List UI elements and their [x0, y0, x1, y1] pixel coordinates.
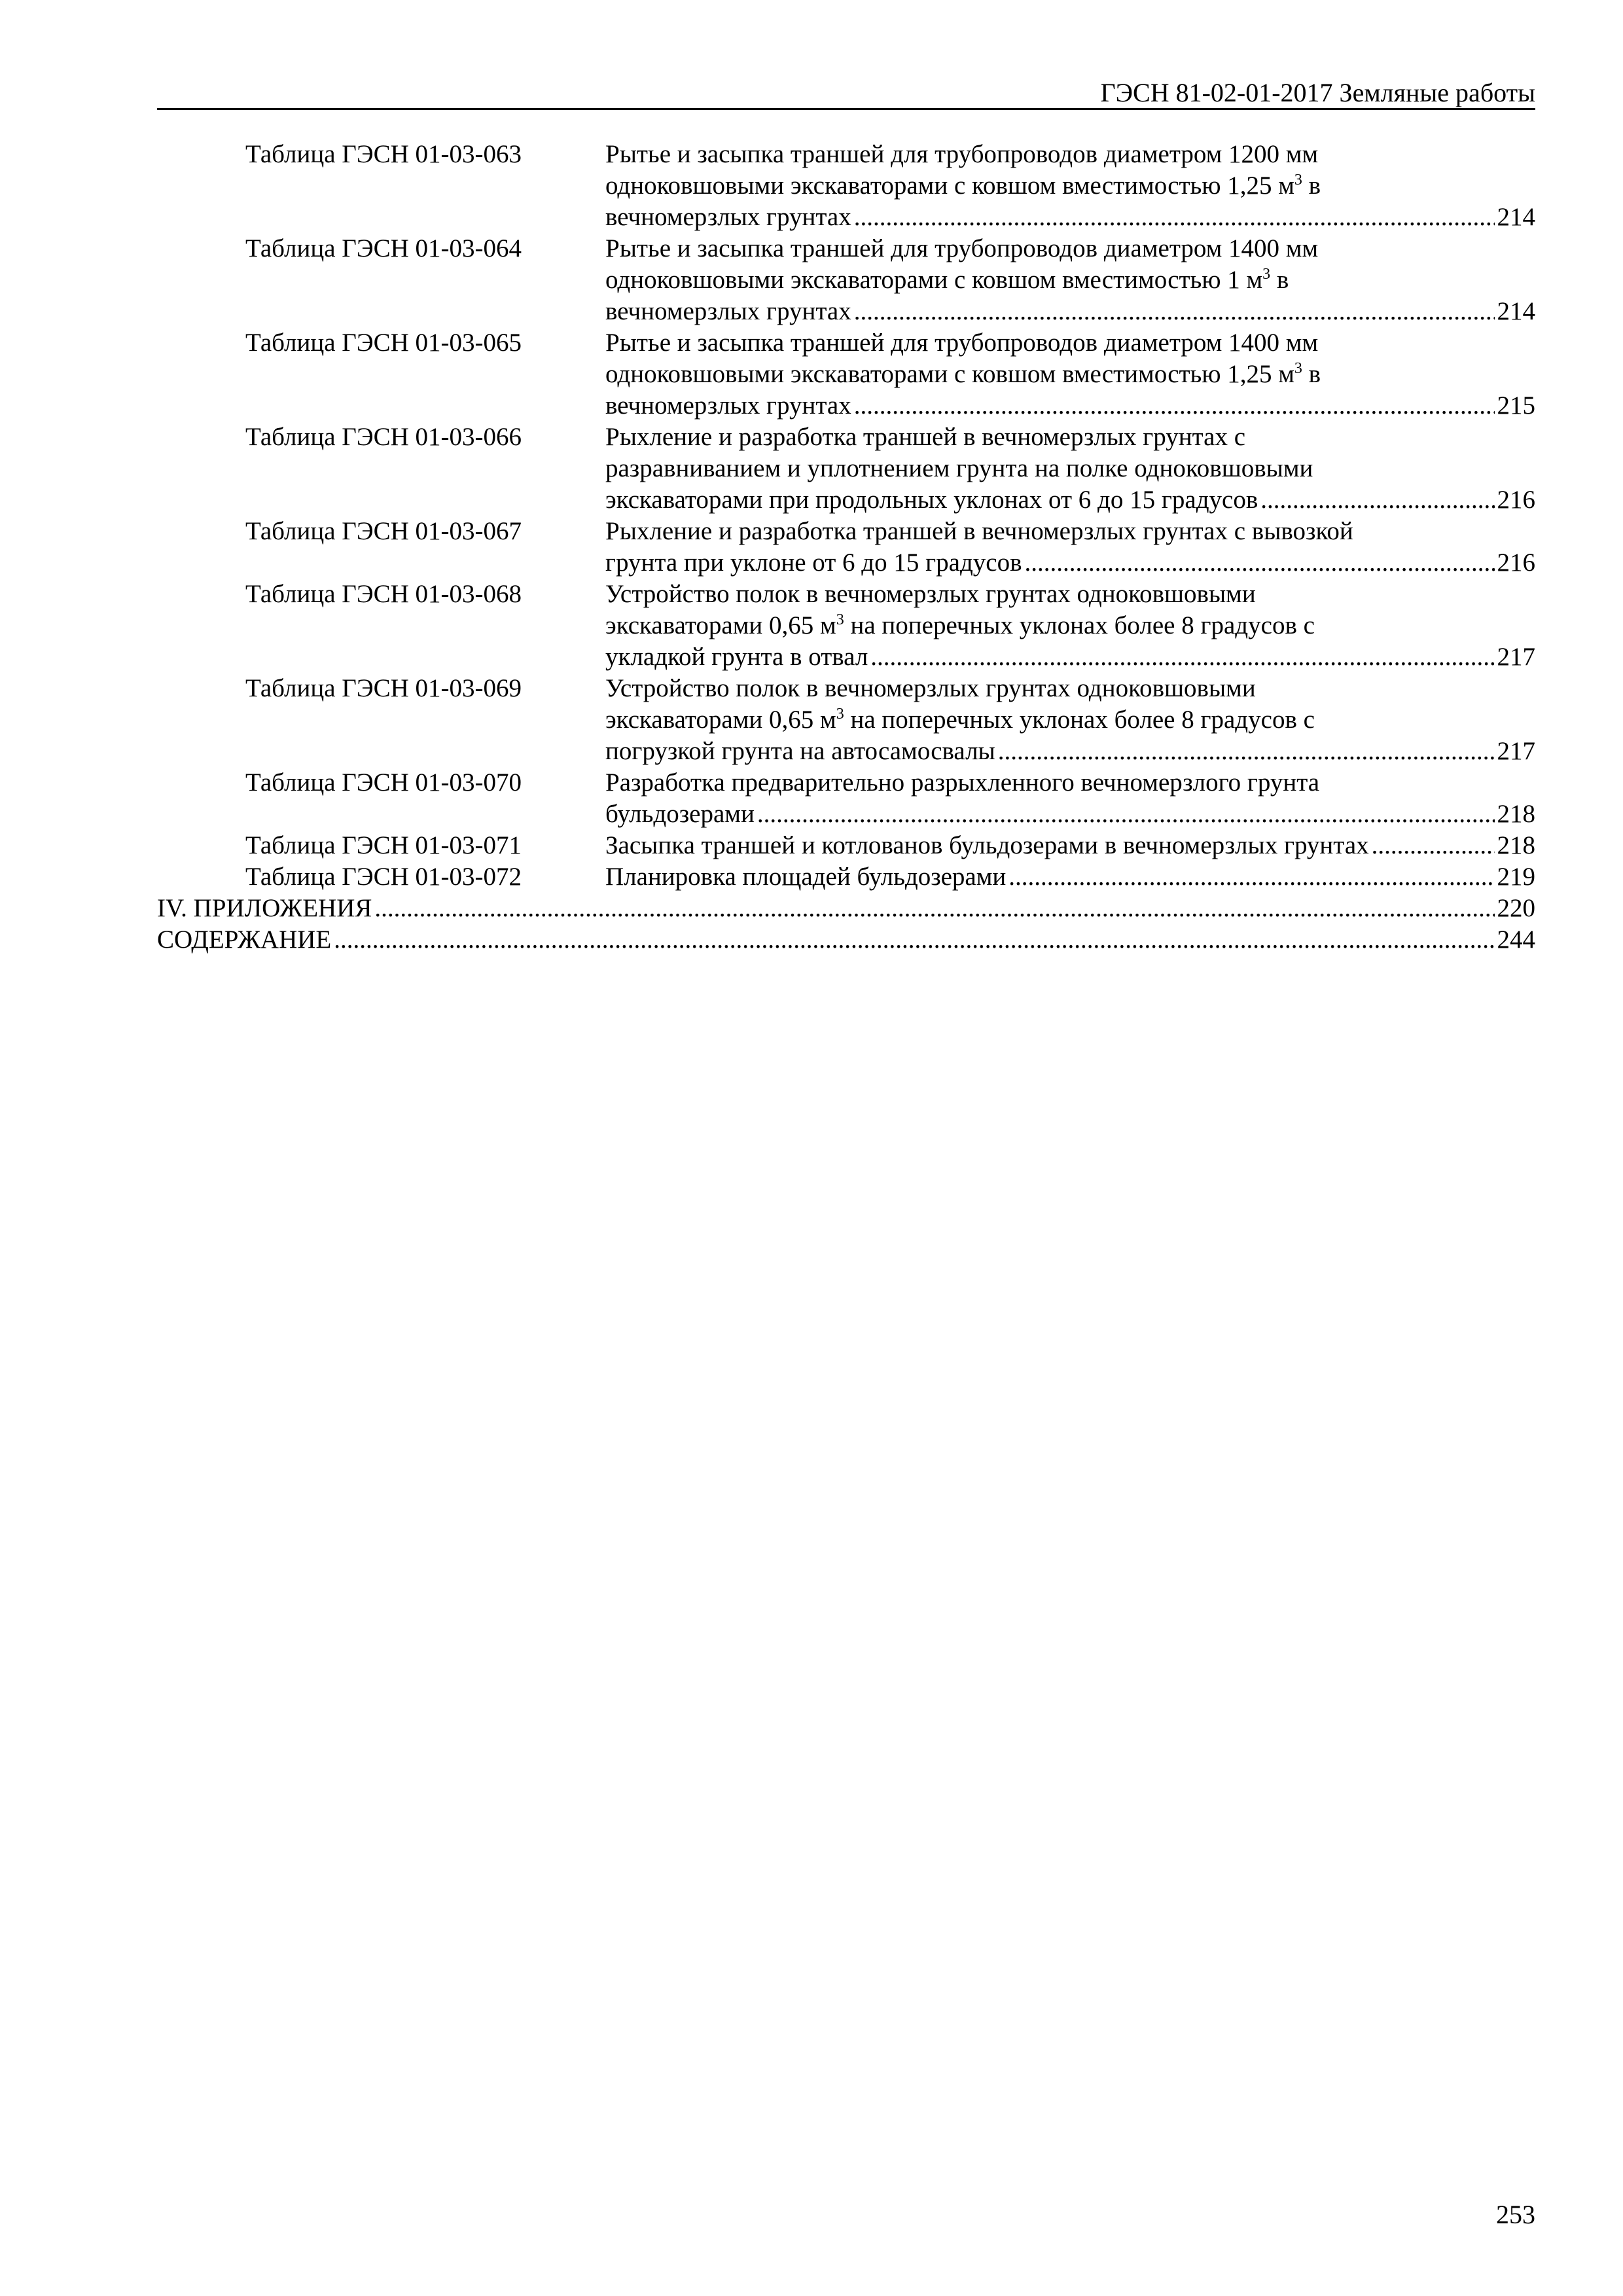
toc-entry-label: Таблица ГЭСН 01-03-067	[245, 517, 522, 545]
dot-leader	[1260, 484, 1494, 516]
toc-entry-text: на поперечных уклонах более 8 градусов с	[850, 706, 1315, 734]
toc-entry-title	[605, 673, 1535, 767]
toc-entry-leader-line	[605, 484, 1535, 516]
toc-entry-page: 216	[1497, 548, 1535, 577]
toc-entry-title	[605, 516, 1535, 579]
toc-entry[interactable]	[157, 861, 1535, 893]
toc-entry-title	[605, 861, 1535, 893]
toc-entry[interactable]	[157, 327, 1535, 422]
toc-entry-line: укладкой грунта в отвал	[605, 643, 868, 671]
toc-entry[interactable]	[157, 579, 1535, 673]
toc-section-title: СОДЕРЖАНИЕ	[157, 925, 332, 954]
toc-entry-label: Таблица ГЭСН 01-03-065	[245, 329, 522, 357]
toc-entry-line: Планировка площадей бульдозерами	[605, 863, 1007, 891]
toc-entry-line: Рытье и засыпка траншей для трубопроводов диаметром 1400 мм	[605, 234, 1319, 262]
dot-leader	[998, 736, 1495, 767]
superscript-cube: 3	[1262, 266, 1271, 283]
toc-entry-line: Рыхление и разработка траншей в вечномерзлых грунтах с вывозкой	[605, 517, 1353, 545]
toc-entry-text: экскаваторами 0,65 м	[605, 706, 836, 734]
toc-entry-line: Устройство полок в вечномерзлых грунтах одноковшовыми	[605, 674, 1256, 702]
table-of-contents	[157, 139, 1535, 956]
toc-entry-label: Таблица ГЭСН 01-03-063	[245, 140, 522, 168]
toc-entry-leader-line	[605, 830, 1535, 861]
toc-entry-label: Таблица ГЭСН 01-03-070	[245, 768, 522, 797]
toc-entry-line: Рытье и засыпка траншей для трубопроводов диаметром 1200 мм	[605, 140, 1319, 168]
toc-entry-line: разравниванием и уплотнением грунта на полке одноковшовыми	[605, 454, 1313, 482]
toc-entry[interactable]	[157, 673, 1535, 767]
dot-leader	[854, 296, 1495, 327]
toc-entry-line	[605, 610, 1535, 641]
toc-entry-line: вечномерзлых грунтах	[605, 203, 851, 231]
toc-entry-page: 218	[1497, 800, 1535, 828]
toc-entry-page: 214	[1497, 203, 1535, 231]
toc-section-contents[interactable]	[157, 924, 1535, 956]
toc-entry-text: одноковшовыми экскаваторами с ковшом вместимостью 1 м	[605, 266, 1263, 294]
toc-entry-title	[605, 767, 1535, 830]
toc-entry[interactable]	[157, 139, 1535, 233]
superscript-cube: 3	[1294, 171, 1302, 188]
toc-entry-line: Рытье и засыпка траншей для трубопроводов диаметром 1400 мм	[605, 329, 1319, 357]
toc-entry-text: в	[1308, 171, 1321, 200]
dot-leader	[870, 641, 1494, 673]
toc-entry-line: Устройство полок в вечномерзлых грунтах одноковшовыми	[605, 580, 1256, 608]
page-number: 253	[1496, 2200, 1535, 2229]
toc-entry-leader-line	[605, 641, 1535, 673]
header-divider	[157, 108, 1535, 110]
toc-entry-label: Таблица ГЭСН 01-03-066	[245, 423, 522, 451]
superscript-cube: 3	[836, 706, 844, 723]
toc-entry-leader-line	[605, 861, 1535, 893]
toc-entry-line: Рыхление и разработка траншей в вечномерзлых грунтах с	[605, 423, 1246, 451]
superscript-cube: 3	[1294, 360, 1302, 377]
toc-entry-page: 214	[1497, 297, 1535, 325]
toc-entry-leader-line	[605, 202, 1535, 233]
toc-entry-text: экскаваторами 0,65 м	[605, 611, 836, 639]
toc-entry-page: 217	[1497, 737, 1535, 765]
toc-entry-page: 218	[1497, 831, 1535, 859]
dot-leader	[854, 202, 1495, 233]
toc-section-title: IV. ПРИЛОЖЕНИЯ	[157, 894, 372, 922]
toc-entry[interactable]	[157, 422, 1535, 516]
toc-entry-line: вечномерзлых грунтах	[605, 391, 851, 420]
toc-entry-line	[605, 170, 1535, 202]
toc-entry-leader-line	[605, 736, 1535, 767]
toc-entry[interactable]	[157, 516, 1535, 579]
toc-entry-label: Таблица ГЭСН 01-03-068	[245, 580, 522, 608]
superscript-cube: 3	[836, 611, 844, 628]
toc-entry-label: Таблица ГЭСН 01-03-064	[245, 234, 522, 262]
toc-entry-label: Таблица ГЭСН 01-03-069	[245, 674, 522, 702]
dot-leader	[334, 924, 1494, 956]
toc-entry-line	[605, 264, 1535, 296]
toc-entry[interactable]	[157, 767, 1535, 830]
toc-entry-text: одноковшовыми экскаваторами с ковшом вместимостью 1,25 м	[605, 171, 1294, 200]
toc-entry-label: Таблица ГЭСН 01-03-072	[245, 863, 522, 891]
toc-entry-line: погрузкой грунта на автосамосвалы	[605, 737, 995, 765]
toc-entry-title	[605, 327, 1535, 422]
toc-entry[interactable]	[157, 830, 1535, 861]
toc-entry-text: в	[1308, 360, 1321, 388]
toc-entry-leader-line	[605, 390, 1535, 422]
toc-entry-line: Разработка предварительно разрыхленного вечномерзлого грунта	[605, 768, 1320, 797]
toc-entry-page: 215	[1497, 391, 1535, 420]
toc-entry-line: Засыпка траншей и котлованов бульдозерами в вечномерзлых грунтах	[605, 831, 1369, 859]
toc-entry-page: 219	[1497, 863, 1535, 891]
dot-leader	[757, 798, 1495, 830]
toc-entry-line: грунта при уклоне от 6 до 15 градусов	[605, 548, 1022, 577]
dot-leader	[1025, 547, 1495, 579]
toc-entry-line: бульдозерами	[605, 800, 755, 828]
toc-entry-text: в	[1276, 266, 1289, 294]
toc-entry-line	[605, 704, 1535, 736]
toc-entry-title	[605, 233, 1535, 327]
toc-entry-title	[605, 422, 1535, 516]
dot-leader	[854, 390, 1495, 422]
toc-entry-text: на поперечных уклонах более 8 градусов с	[850, 611, 1315, 639]
toc-section-page: 220	[1497, 894, 1535, 922]
toc-entry-page: 217	[1497, 643, 1535, 671]
toc-section-appendices[interactable]	[157, 893, 1535, 924]
toc-entry[interactable]	[157, 233, 1535, 327]
toc-section-page: 244	[1497, 925, 1535, 954]
toc-entry-text: одноковшовыми экскаваторами с ковшом вместимостью 1,25 м	[605, 360, 1294, 388]
toc-entry-leader-line	[605, 547, 1535, 579]
toc-entry-leader-line	[605, 798, 1535, 830]
toc-entry-leader-line	[605, 296, 1535, 327]
toc-entry-line: вечномерзлых грунтах	[605, 297, 851, 325]
toc-entry-title	[605, 830, 1535, 861]
toc-entry-line	[605, 359, 1535, 390]
dot-leader	[374, 893, 1494, 924]
toc-entry-page: 216	[1497, 486, 1535, 514]
toc-entry-label: Таблица ГЭСН 01-03-071	[245, 831, 522, 859]
dot-leader	[1008, 861, 1494, 893]
dot-leader	[1372, 830, 1495, 861]
document-header-title: ГЭСН 81-02-01-2017 Земляные работы	[1100, 78, 1535, 107]
toc-entry-title	[605, 139, 1535, 233]
toc-entry-title	[605, 579, 1535, 673]
toc-entry-line: экскаваторами при продольных уклонах от 6 до 15 градусов	[605, 486, 1258, 514]
